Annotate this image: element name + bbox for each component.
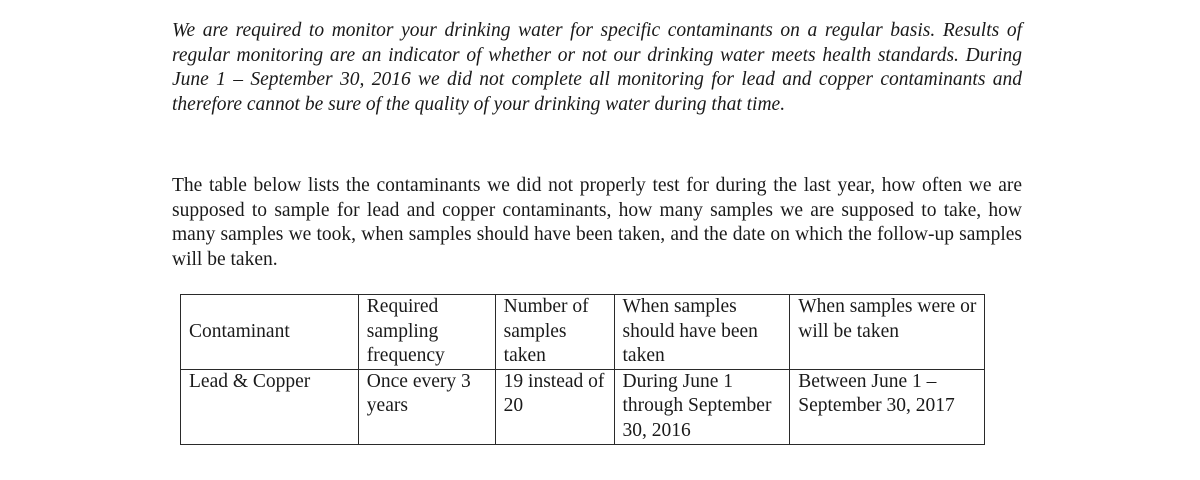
cell-should-have-been-taken: During June 1 through September 30, 2016 <box>614 369 790 444</box>
monitoring-notice-paragraph: We are required to monitor your drinking water for specific contaminants on a regular basis. Results of regular monitoring are an indicator of whether or not our drinking water meets health standards. During June 1 – September 30, 2016 we did not complete all monitoring for lead and copper contaminants and therefore cannot be sure of the quality of your drinking water during that time. <box>172 20 1022 115</box>
header-samples-taken: Number of samples taken <box>495 295 614 370</box>
header-should-have-been-taken: When samples should have been taken <box>614 295 790 370</box>
header-sampling-frequency: Required sampling frequency <box>358 295 495 370</box>
cell-were-or-will-be-taken: Between June 1 – September 30, 2017 <box>790 369 985 444</box>
table-header-row <box>181 295 985 370</box>
contaminant-table <box>180 294 985 445</box>
cell-sampling-frequency: Once every 3 years <box>358 369 495 444</box>
cell-contaminant: Lead & Copper <box>181 369 359 444</box>
header-were-or-will-be-taken: When samples were or will be taken <box>790 295 985 370</box>
header-contaminant: Contaminant <box>181 295 359 370</box>
table-description-paragraph: The table below lists the contaminants we did not properly test for during the last year, how often we are supposed to sample for lead and copper contaminants, how many samples we are supposed to take, how many samples we took, when samples should have been taken, and the date on which the follow-up samples will be taken. <box>172 175 1022 270</box>
table-row <box>181 369 985 444</box>
cell-samples-taken: 19 instead of 20 <box>495 369 614 444</box>
